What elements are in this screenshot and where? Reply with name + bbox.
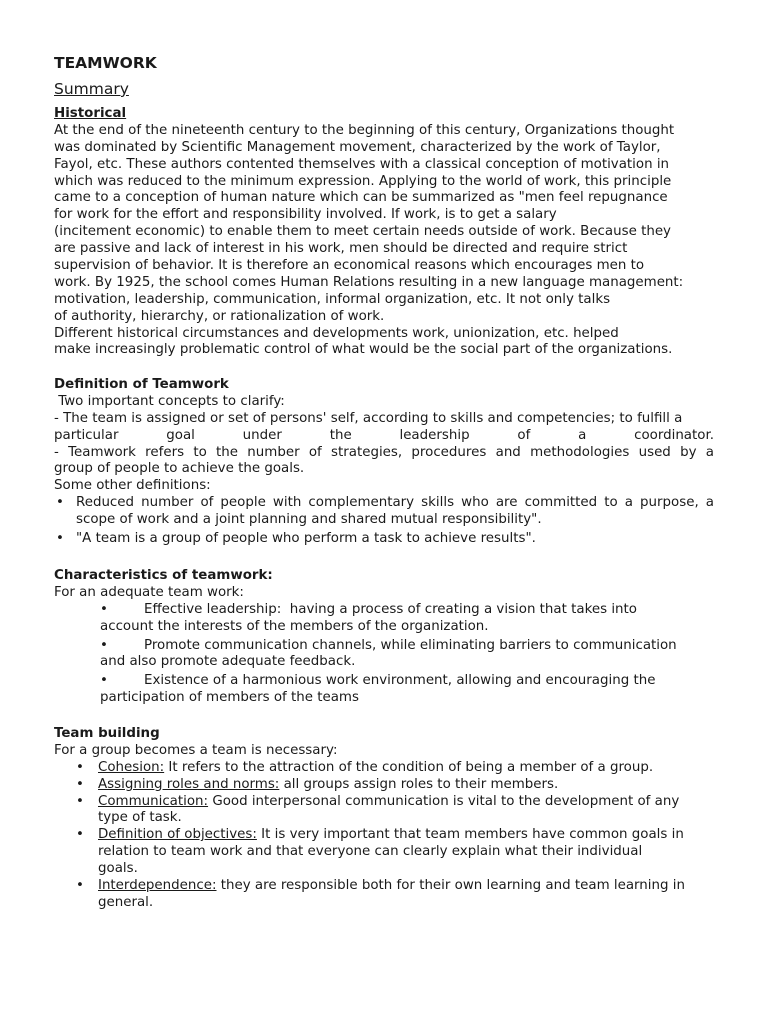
list-item-line: goals.: [98, 861, 138, 877]
concept-line: particular goal under the leadership of a coordinator.: [54, 427, 714, 443]
interdependence-term: Interdependence:: [98, 878, 217, 894]
cohesion-term: Cohesion:: [98, 759, 165, 775]
list-item: [54, 531, 714, 548]
bullet-icon: •: [76, 776, 84, 792]
paragraph-line: came to a conception of human nature which can be summarized as "men feel repugnance: [54, 190, 668, 206]
list-item: [54, 760, 714, 777]
historical-heading: Historical: [54, 106, 127, 121]
list-item: [54, 827, 714, 878]
paragraph-line: work. By 1925, the school comes Human Relations resulting in a new language management:: [54, 274, 684, 290]
list-item-line: they are responsible both for their own learning and team learning in: [216, 878, 685, 894]
list-item-line: "A team is a group of people who perform a task to achieve results".: [76, 531, 536, 547]
list-item: [54, 673, 714, 707]
list-item: [54, 794, 714, 828]
team-building-intro: For a group becomes a team is necessary:: [54, 742, 338, 758]
list-item-line: Existence of a harmonious work environment, allowing and encouraging the: [144, 673, 656, 689]
characteristics-heading: Characteristics of teamwork:: [54, 568, 273, 583]
team-building-heading: Team building: [54, 726, 160, 741]
list-item-line: It is very important that team members have common goals in: [256, 827, 684, 843]
list-item-line: participation of members of the teams: [100, 690, 359, 706]
document-title-block: [54, 54, 714, 72]
other-definitions-label: Some other definitions:: [54, 478, 211, 494]
definition-heading: Definition of Teamwork: [54, 377, 229, 392]
list-item-line: scope of work and a joint planning and shared mutual responsibility".: [76, 512, 542, 528]
bullet-icon: •: [76, 793, 84, 809]
list-item: [54, 777, 714, 794]
paragraph-line: motivation, leadership, communication, informal organization, etc. It not only talks: [54, 291, 611, 307]
definition-section: [54, 377, 714, 548]
concept-line: - The team is assigned or set of persons' self, according to skills and competencies; to fulfill a: [54, 410, 683, 426]
characteristics-intro: For an adequate team work:: [54, 584, 244, 600]
communication-term: Communication:: [98, 793, 209, 809]
paragraph-line: (incitement economic) to enable them to meet certain needs outside of work. Because they: [54, 224, 671, 240]
document-title: TEAMWORK: [54, 54, 157, 72]
concept-line: group of people to achieve the goals.: [54, 461, 305, 477]
list-item: [54, 638, 714, 672]
paragraph-line: make increasingly problematic control of what would be the social part of the organizations.: [54, 342, 673, 358]
list-item: [54, 495, 714, 529]
bullet-icon: •: [100, 637, 108, 653]
bullet-icon: •: [56, 495, 64, 511]
bullet-icon: •: [56, 531, 64, 547]
list-item-line: type of task.: [98, 810, 182, 826]
paragraph-line: which was reduced to the minimum expression. Applying to the world of work, this principle: [54, 173, 672, 189]
paragraph-line: for work for the effort and responsibility involved. If work, is to get a salary: [54, 207, 557, 223]
list-item-line: It refers to the attraction of the condition of being a member of a group.: [164, 759, 654, 775]
list-item-line: all groups assign roles to their members.: [279, 776, 559, 792]
list-item-line: account the interests of the members of the organization.: [100, 618, 489, 634]
summary-block: [54, 80, 714, 98]
paragraph-line: Fayol, etc. These authors contented themselves with a classical conception of motivation in: [54, 156, 670, 172]
paragraph-line: was dominated by Scientific Management movement, characterized by the work of Taylor,: [54, 139, 661, 155]
paragraph-line: supervision of behavior. It is therefore an economical reasons which encourages men to: [54, 258, 645, 274]
list-item-line: Good interpersonal communication is vital to the development of any: [208, 793, 680, 809]
definition-intro: Two important concepts to clarify:: [54, 393, 285, 409]
paragraph-line: are passive and lack of interest in his work, men should be directed and require strict: [54, 241, 628, 257]
paragraph-line: of authority, hierarchy, or rationalization of work.: [54, 308, 385, 324]
list-item-line: Promote communication channels, while eliminating barriers to communication: [144, 637, 677, 653]
list-item-line: relation to team work and that everyone can clearly explain what their individual: [98, 844, 643, 860]
bullet-icon: •: [100, 673, 108, 689]
list-item: [54, 878, 714, 912]
bullet-icon: •: [100, 601, 108, 617]
paragraph-line: At the end of the nineteenth century to the beginning of this century, Organizations thought: [54, 122, 675, 138]
list-item-line: Effective leadership: having a process of creating a vision that takes into: [144, 601, 637, 617]
list-item-line: general.: [98, 894, 154, 910]
list-item-line: and also promote adequate feedback.: [100, 654, 356, 670]
characteristics-section: [54, 568, 714, 707]
objectives-term: Definition of objectives:: [98, 827, 257, 843]
bullet-icon: •: [76, 827, 84, 843]
concept-line: - Teamwork refers to the number of strategies, procedures and methodologies used by a: [54, 444, 714, 460]
roles-term: Assigning roles and norms:: [98, 776, 280, 792]
bullet-icon: •: [76, 878, 84, 894]
list-item-line: Reduced number of people with complementary skills who are committed to a purpose, a: [76, 495, 714, 511]
historical-section: [54, 106, 714, 359]
team-building-section: [54, 726, 714, 912]
paragraph-line: Different historical circumstances and developments work, unionization, etc. helped: [54, 325, 619, 341]
list-item: [54, 602, 714, 636]
summary-label: Summary: [54, 80, 129, 98]
bullet-icon: •: [76, 759, 84, 775]
